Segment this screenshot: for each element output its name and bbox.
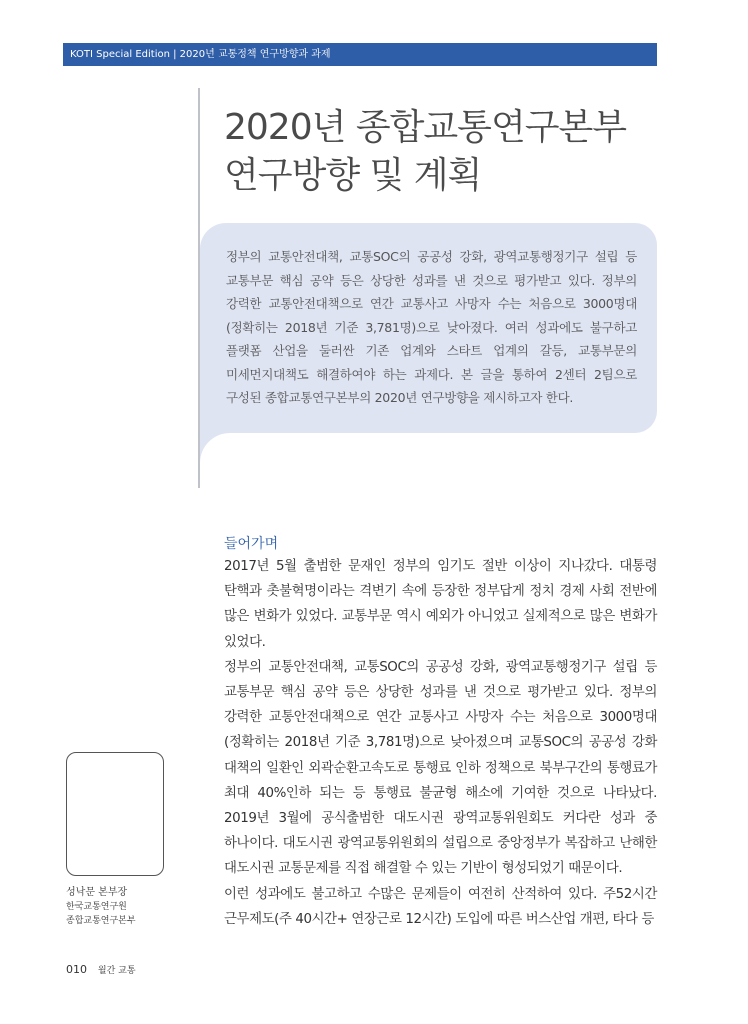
author-dept: 종합교통연구본부 [66, 916, 136, 926]
page-number: 010 [66, 963, 87, 976]
header-text: KOTI Special Edition | 2020년 교통정책 연구방향과 과제 [70, 49, 331, 60]
section-title: 들어가며 [224, 536, 279, 552]
footer [66, 963, 136, 976]
paragraph-1: 2017년 5월 출범한 문재인 정부의 임기도 절반 이상이 지나갔다. 대통령 탄핵과 촛불혁명이라는 격변기 속에 등장한 정부답게 정치 경제 사회 전반에 많은 변화가 있었다. 교통부문 역시 예외가 아니었고 실제적으로 많은 변화가 있었다. [224, 559, 657, 650]
summary-box [200, 223, 657, 433]
author-name: 성낙문 본부장 [66, 887, 128, 898]
author-org: 한국교통연구원 [66, 902, 127, 912]
author-photo-frame [66, 752, 164, 876]
publication-name: 월간 교통 [97, 966, 136, 976]
paragraph-2: 정부의 교통안전대책, 교통SOC의 공공성 강화, 광역교통행정기구 설립 등 교통부문 핵심 공약 등은 상당한 성과를 낸 것으로 평가받고 있다. 정부의 강력한 교통안전대책으로 연간 교통사고 사망자 수는 처음으로 3000명대(정확히는 2018년 기준 3,781명)으로 낮아졌으며 교통SOC의 공공성 강화 대책의 일환인 외곽순환고속도로 통행료 인하 정책으로 북부구간의 통행료가 최대 40%인하 되는 등 통행료 불균형 해소에 기여한 것으로 나타났다. 2019년 3월에 공식출범한 대도시권 광역교통위원회도 커다란 성과 중 하나이다. 대도시권 광역교통위원회의 설립으로 중앙정부가 복잡하고 난해한 대도시권 교통문제를 직접 해결할 수 있는 기반이 형성되었기 때문이다. [224, 659, 657, 877]
page-title [224, 104, 626, 200]
title-line-2: 연구방향 및 계획 [224, 155, 482, 196]
summary-box-tail [200, 433, 230, 463]
title-line-1: 2020년 종합교통연구본부 [224, 107, 627, 148]
summary-text: 정부의 교통안전대책, 교통SOC의 공공성 강화, 광역교통행정기구 설립 등 교통부문 핵심 공약 등은 상당한 성과를 낸 것으로 평가받고 있다. 정부의 강력한 교통안전대책으로 연간 교통사고 사망자 수는 처음으로 3000명대(정확히는 2018년 기준 3,781명)으로 낮아졌다. 여러 성과에도 불구하고 플랫폼 산업을 둘러싼 기존 업계와 스타트 업계의 갈등, 교통부문의 미세먼지대책도 해결하여야 하는 과제다. 본 글을 통하여 2센터 2팀으로 구성된 종합교통연구본부의 2020년 연구방향을 제시하고자 한다. [226, 249, 637, 405]
body-text [224, 554, 657, 932]
paragraph-3: 이런 성과에도 불고하고 수많은 문제들이 여전히 산적하여 있다. 주52시간 근무제도(주 40시간+ 연장근로 12시간) 도입에 따른 버스산업 개편, 타다 등 [224, 886, 657, 927]
header-bar [63, 43, 657, 66]
author-info [66, 886, 136, 928]
